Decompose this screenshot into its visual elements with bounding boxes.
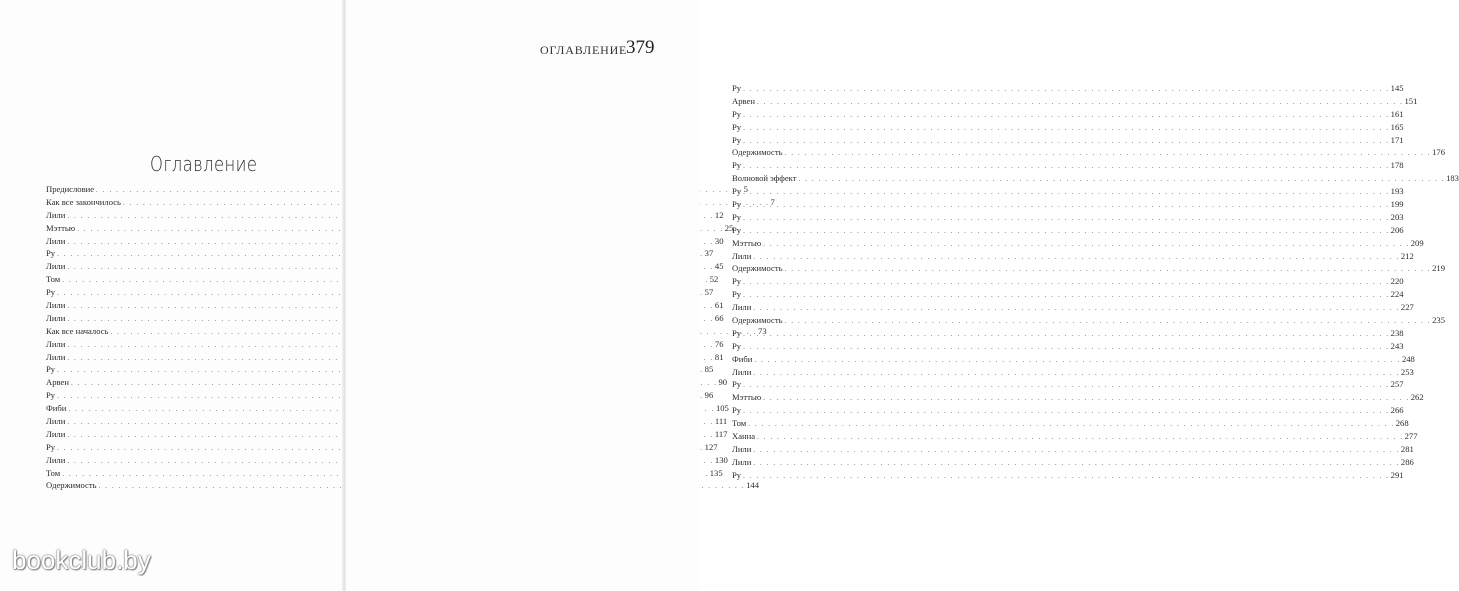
toc-entry-title: Как все началось	[46, 325, 109, 336]
toc-entry-title: Ру	[732, 327, 742, 338]
toc-entry-title: Фиби	[46, 403, 67, 414]
toc-entry	[46, 312, 724, 325]
toc-entry	[732, 262, 1446, 275]
toc-entry-title: Лили	[732, 366, 752, 377]
toc-entry-title: Лили	[46, 428, 66, 439]
toc-entry-title: Том	[46, 274, 61, 285]
toc-entry-page: 281	[1400, 443, 1414, 454]
toc-entry-title: Ру	[732, 379, 742, 390]
toc-entry	[732, 456, 1414, 469]
toc-leader-dots	[743, 109, 1390, 122]
toc-leader-dots	[763, 392, 1410, 405]
toc-entry	[732, 391, 1424, 404]
toc-leader-dots	[799, 173, 1446, 186]
toc-entry-page: 66	[714, 312, 724, 323]
toc-entry-page: 117	[714, 428, 728, 439]
toc-entry	[732, 443, 1414, 456]
toc-entry	[732, 237, 1424, 250]
toc-entry-page: 130	[714, 454, 728, 465]
toc-entry-page: 206	[1390, 224, 1404, 235]
toc-entry	[732, 404, 1404, 417]
toc-entry	[46, 389, 714, 402]
toc-entry-page: 73	[758, 325, 767, 336]
toc-entry	[732, 417, 1409, 430]
toc-entry-page: 45	[714, 261, 724, 272]
toc-entry-page: 193	[1390, 186, 1404, 197]
toc-entry-page: 144	[746, 480, 760, 491]
toc-entry	[732, 469, 1404, 482]
toc-entry-page: 266	[1390, 405, 1404, 416]
toc-entry	[46, 363, 714, 376]
toc-entry	[46, 338, 724, 351]
toc-entry-page: 171	[1390, 134, 1404, 145]
toc-entry-title: Том	[732, 418, 747, 429]
toc-entry-title: Ру	[732, 276, 742, 287]
toc-entry	[732, 430, 1418, 443]
toc-entry-title: Предисловие	[46, 184, 95, 194]
toc-entry-page: 212	[1400, 250, 1414, 261]
toc-entry-title: Ру	[732, 160, 742, 171]
toc-entry-page: 262	[1410, 392, 1424, 403]
toc-entry-page: 238	[1390, 327, 1404, 338]
toc-entry-page: 253	[1400, 366, 1414, 377]
toc-entry	[732, 172, 1459, 185]
toc-entry-page: 203	[1390, 211, 1404, 222]
toc-entry	[732, 340, 1404, 353]
toc-leader-dots	[743, 135, 1390, 148]
toc-entry-title: Одержимость	[732, 263, 783, 274]
toc-entry-page: 209	[1410, 237, 1424, 248]
toc-entry-title: Мэттью	[46, 222, 76, 233]
toc-entry	[732, 288, 1404, 301]
toc-leader-dots	[748, 418, 1395, 431]
toc-entry-title: Фиби	[732, 353, 753, 364]
toc-entry-page: 291	[1390, 469, 1404, 480]
toc-leader-dots	[743, 186, 1390, 199]
toc-entry-page: 165	[1390, 121, 1404, 132]
toc-entry	[46, 376, 728, 389]
toc-leader-dots	[754, 354, 1401, 367]
toc-entry-title: Ру	[46, 441, 56, 452]
toc-entry-page: 76	[714, 338, 724, 349]
toc-entry-title: Одержимость	[732, 315, 783, 326]
toc-entry	[46, 479, 760, 492]
toc-entry	[46, 299, 724, 312]
toc-entry	[732, 327, 1404, 340]
toc-entry	[46, 273, 719, 286]
toc-entry-title: Одержимость	[732, 147, 783, 158]
toc-entry-title: Ру	[732, 83, 742, 93]
toc-entry-page: 52	[709, 274, 719, 285]
toc-entry	[46, 454, 728, 467]
toc-entry	[732, 366, 1414, 379]
toc-entry-page: 105	[715, 403, 729, 414]
toc-entry-title: Ру	[732, 405, 742, 416]
toc-entry-page: 219	[1432, 263, 1446, 274]
toc-entry-title: Ру	[46, 390, 56, 401]
toc-entry-title: Том	[46, 467, 61, 478]
toc-leader-dots	[785, 263, 1432, 276]
toc-entry-page: 7	[770, 196, 775, 207]
toc-entry-page: 81	[714, 351, 724, 362]
toc-entry	[46, 467, 723, 480]
toc-entry-title: Лили	[46, 338, 66, 349]
toc-entry-title: Ханна	[732, 431, 756, 442]
toc-entry-title: Лили	[46, 416, 66, 427]
toc-entry-page: 25	[724, 222, 734, 233]
toc-entry-title: Ру	[732, 211, 742, 222]
toc-entry	[732, 185, 1404, 198]
toc-entry	[732, 275, 1404, 288]
toc-entry-page: 37	[704, 248, 714, 259]
toc-entry-title: Ру	[732, 108, 742, 119]
toc-entry	[46, 441, 718, 454]
toc-entry-page: 268	[1395, 418, 1409, 429]
toc-entry-page: 161	[1390, 108, 1404, 119]
toc-entry	[46, 428, 728, 441]
toc-entry-page: 235	[1432, 315, 1446, 326]
toc-entry-page: 145	[1390, 83, 1404, 93]
toc-entry-page: 30	[714, 235, 724, 246]
toc-entry	[732, 378, 1404, 391]
toc-entry	[46, 402, 729, 415]
toc-entry-title: Лили	[46, 312, 66, 323]
toc-entry-title: Ру	[732, 224, 742, 235]
toc-entry-page: 151	[1404, 95, 1418, 106]
toc-entry-page: 199	[1390, 199, 1404, 210]
toc-leader-dots	[753, 302, 1400, 315]
toc-entry-page: 178	[1390, 160, 1404, 171]
toc-leader-dots	[743, 225, 1390, 238]
toc-entry-title: Ру	[732, 289, 742, 300]
toc-entry-title: Ру	[732, 340, 742, 351]
toc-list-right	[732, 82, 1459, 482]
toc-leader-dots	[785, 315, 1432, 328]
toc-entry-page: 183	[1446, 173, 1459, 184]
toc-entry	[46, 222, 734, 235]
toc-entry-page: 135	[709, 467, 723, 478]
toc-entry-page: 57	[704, 287, 714, 298]
toc-entry-title: Лили	[46, 209, 66, 220]
toc-entry	[732, 211, 1404, 224]
toc-entry-page: 227	[1400, 302, 1414, 313]
toc-entry-page: 248	[1401, 353, 1415, 364]
toc-leader-dots	[743, 276, 1390, 289]
toc-leader-dots	[785, 147, 1432, 160]
toc-entry-title: Лили	[732, 443, 752, 454]
toc-entry	[732, 250, 1414, 263]
watermark-logo: bookclub.by	[12, 545, 151, 575]
toc-entry-page: 96	[704, 390, 714, 401]
toc-entry-title: Лили	[46, 235, 66, 246]
toc-leader-dots	[743, 289, 1390, 302]
toc-entry-page: 90	[718, 377, 728, 388]
toc-entry-title: Мэттью	[732, 392, 762, 403]
toc-entry-title: Ру	[732, 186, 742, 197]
running-head: ОГЛАВЛЕНИЕ	[540, 43, 628, 57]
toc-leader-dots	[743, 212, 1390, 225]
toc-leader-dots	[743, 379, 1390, 392]
toc-entry	[46, 235, 724, 248]
toc-entry	[732, 146, 1446, 159]
toc-leader-dots	[753, 367, 1400, 380]
toc-entry-page: 257	[1390, 379, 1404, 390]
toc-entry-title: Лили	[46, 454, 66, 465]
toc-entry-page: 243	[1390, 340, 1404, 351]
toc-entry-title: Лили	[732, 250, 752, 261]
toc-entry-page: 277	[1404, 431, 1418, 442]
toc-leader-dots	[753, 251, 1400, 264]
toc-entry-page: 224	[1390, 289, 1404, 300]
toc-entry	[732, 224, 1404, 237]
toc-entry	[732, 134, 1404, 147]
toc-entry	[46, 209, 724, 222]
toc-entry-page: 127	[704, 441, 718, 452]
toc-entry-page: 5	[743, 184, 748, 194]
toc-leader-dots	[743, 328, 1390, 341]
toc-entry-title: Ру	[46, 248, 56, 259]
toc-entry-page: 286	[1400, 456, 1414, 467]
toc-entry-title: Ру	[732, 121, 742, 132]
toc-entry	[46, 351, 724, 364]
toc-entry-title: Арвен	[46, 377, 69, 388]
toc-leader-dots	[743, 405, 1390, 418]
toc-entry-title: Лили	[46, 300, 66, 311]
toc-entry	[732, 82, 1404, 95]
toc-entry-title: Ру	[46, 364, 56, 375]
toc-entry	[732, 301, 1414, 314]
toc-entry	[732, 353, 1415, 366]
toc-entry	[46, 247, 714, 260]
toc-entry-title: Лили	[46, 351, 66, 362]
toc-entry-page: 61	[714, 300, 724, 311]
toc-leader-dots	[743, 470, 1390, 483]
toc-leader-dots	[757, 96, 1404, 109]
toc-entry	[732, 108, 1404, 121]
toc-entry-page: 85	[704, 364, 714, 375]
toc-entry-title: Арвен	[732, 95, 755, 106]
toc-leader-dots	[763, 238, 1410, 251]
toc-entry-title: Мэттью	[732, 237, 762, 248]
toc-entry-title: Лили	[732, 456, 752, 467]
toc-entry-title: Ру	[732, 199, 742, 210]
toc-entry-title: Лили	[46, 261, 66, 272]
toc-entry	[732, 121, 1404, 134]
toc-entry-title: Ру	[46, 287, 56, 298]
toc-leader-dots	[743, 341, 1390, 354]
page-number: 379	[626, 37, 655, 58]
toc-entry-title: Ру	[732, 134, 742, 145]
toc-entry-page: 111	[714, 416, 728, 427]
toc-entry-title: Одержимость	[46, 480, 97, 491]
toc-entry	[46, 286, 714, 299]
toc-title: Оглавление	[150, 152, 258, 176]
toc-entry	[46, 260, 724, 273]
toc-entry-page: 220	[1390, 276, 1404, 287]
toc-entry	[46, 415, 728, 428]
toc-entry	[732, 159, 1404, 172]
toc-leader-dots	[743, 160, 1390, 173]
toc-leader-dots	[743, 83, 1390, 96]
toc-entry-title: Ру	[732, 469, 742, 480]
toc-leader-dots	[743, 199, 1390, 212]
toc-entry	[732, 314, 1446, 327]
toc-leader-dots	[757, 431, 1404, 444]
toc-leader-dots	[753, 444, 1400, 457]
toc-entry	[732, 95, 1418, 108]
toc-entry-title: Волновой эффект	[732, 173, 797, 184]
toc-entry-page: 12	[714, 209, 724, 220]
toc-leader-dots	[753, 457, 1400, 470]
toc-leader-dots	[743, 122, 1390, 135]
toc-entry-title: Лили	[732, 302, 752, 313]
toc-entry	[732, 198, 1404, 211]
toc-entry-title: Как все закончилось	[46, 196, 121, 207]
toc-entry-page: 176	[1432, 147, 1446, 158]
